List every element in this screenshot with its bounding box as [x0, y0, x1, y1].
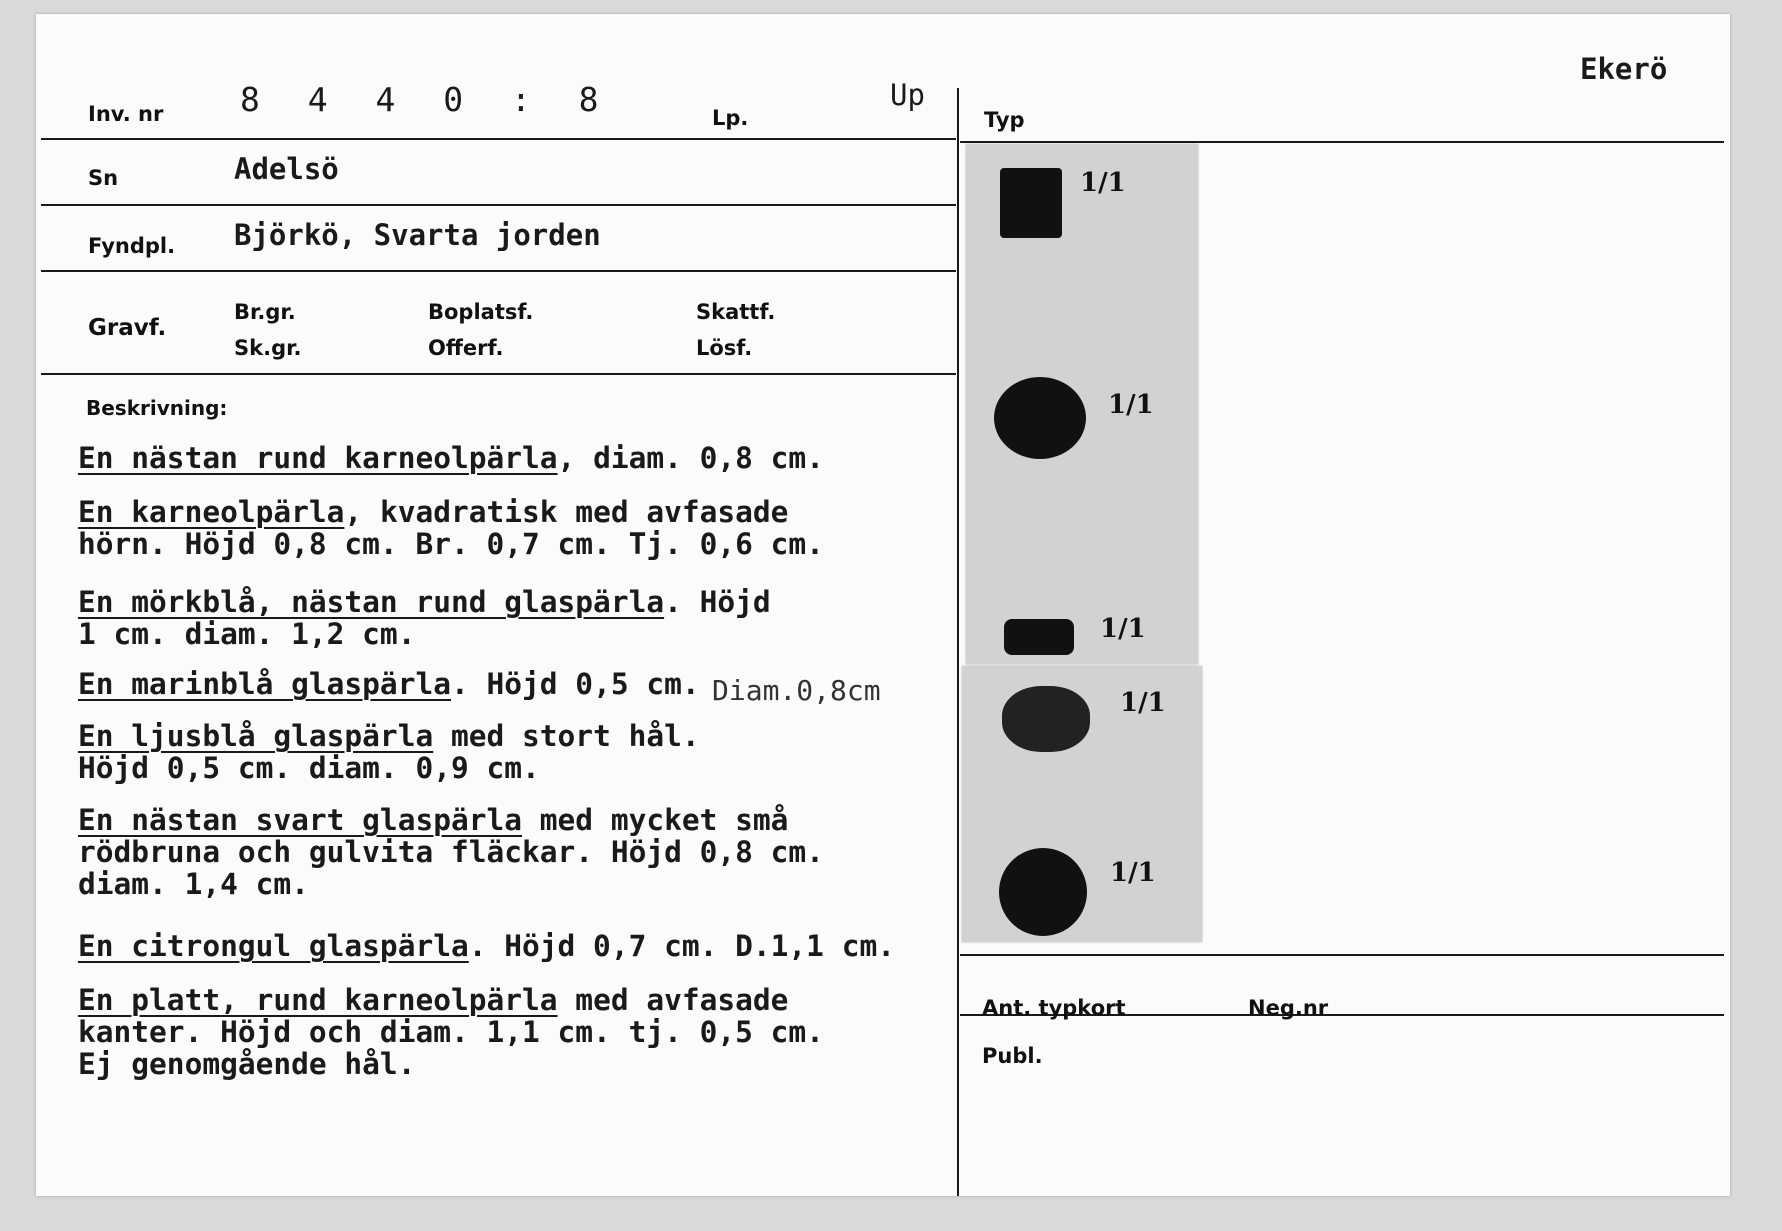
boplatsf-label: Boplatsf.	[428, 300, 534, 324]
entry-text: kanter. Höjd och diam. 1,1 cm. tj. 0,5 cm.	[78, 1015, 824, 1049]
lp-label: Lp.	[712, 106, 749, 130]
description-entry	[78, 804, 824, 900]
square-bead-image	[1000, 168, 1062, 238]
scale-label: 1/1	[1100, 614, 1146, 644]
description-entry	[78, 586, 771, 650]
fyndpl-value: Björkö, Svarta jorden	[234, 218, 601, 252]
description-entry	[78, 668, 700, 700]
typ-label: Typ	[984, 108, 1025, 132]
offerf-label: Offerf.	[428, 336, 504, 360]
handwritten-note: Diam.0,8cm	[712, 674, 881, 707]
scale-label: 1/1	[1110, 858, 1156, 888]
entry-title: En platt, rund karneolpärla	[78, 983, 558, 1017]
entry-title: En mörkblå, nästan rund glaspärla	[78, 585, 665, 619]
entry-text: Ej genomgående hål.	[78, 1047, 416, 1081]
province: Up	[890, 78, 925, 112]
entry-text: . Höjd 0,5 cm.	[450, 667, 700, 701]
brgr-label: Br.gr.	[234, 300, 296, 324]
description-entry	[78, 442, 824, 474]
entry-title: En ljusblå glaspärla	[78, 719, 434, 753]
entry-text: med stort hål.	[433, 719, 700, 753]
fyndpl-label: Fyndpl.	[88, 234, 176, 258]
flat-bead-image	[1004, 619, 1074, 655]
ant-typkort-label: Ant. typkort	[982, 996, 1126, 1020]
description-entry	[78, 496, 824, 560]
sn-value: Adelsö	[234, 152, 339, 186]
scale-label: 1/1	[1120, 688, 1166, 718]
bead-photo-strip-upper	[966, 144, 1198, 664]
entry-text: Höjd 0,5 cm. diam. 0,9 cm.	[78, 751, 540, 785]
skgr-label: Sk.gr.	[234, 336, 302, 360]
entry-text: , diam. 0,8 cm.	[557, 441, 824, 475]
entry-title: En citrongul glaspärla	[78, 929, 469, 963]
divider-line	[960, 141, 1724, 143]
entry-text: . Höjd	[664, 585, 771, 619]
inv-label: Inv. nr	[88, 102, 164, 126]
divider-line	[41, 270, 956, 272]
gravf-label: Gravf.	[88, 315, 167, 341]
description-entry	[78, 984, 824, 1080]
column-divider	[957, 88, 959, 1196]
scale-label: 1/1	[1108, 390, 1154, 420]
inv-number: 8 4 4 0 : 8	[240, 80, 613, 119]
entry-text: hörn. Höjd 0,8 cm. Br. 0,7 cm. Tj. 0,6 cm.	[78, 527, 824, 561]
entry-title: En nästan svart glaspärla	[78, 803, 523, 837]
municipality: Ekerö	[1580, 52, 1668, 86]
bead-photo-strip-lower	[962, 666, 1202, 942]
entry-title: En marinblå glaspärla	[78, 667, 451, 701]
description-entry	[78, 720, 700, 784]
negnr-label: Neg.nr	[1248, 996, 1329, 1020]
description-entry	[78, 930, 895, 962]
entry-text: 1 cm. diam. 1,2 cm.	[78, 617, 416, 651]
entry-text: med mycket små	[522, 803, 789, 837]
entry-title: En karneolpärla	[78, 495, 345, 529]
sn-label: Sn	[88, 166, 119, 190]
skattf-label: Skattf.	[696, 300, 776, 324]
divider-line	[41, 204, 956, 206]
entry-text: rödbruna och gulvita fläckar. Höjd 0,8 cm.	[78, 835, 824, 869]
publ-label: Publ.	[982, 1044, 1043, 1068]
entry-title: En nästan rund karneolpärla	[78, 441, 558, 475]
scale-label: 1/1	[1080, 168, 1126, 198]
entry-text: med avfasade	[557, 983, 789, 1017]
entry-text: . Höjd 0,7 cm. D.1,1 cm.	[468, 929, 895, 963]
entry-text: , kvadratisk med avfasade	[344, 495, 789, 529]
catalog-card	[36, 14, 1730, 1196]
losf-label: Lösf.	[696, 336, 753, 360]
round-bead-image	[999, 848, 1087, 936]
dark-bead-image	[1002, 686, 1090, 752]
entry-text: diam. 1,4 cm.	[78, 867, 309, 901]
round-bead-image	[994, 377, 1086, 459]
divider-line	[41, 138, 956, 140]
divider-line	[41, 373, 956, 375]
divider-line	[960, 954, 1724, 956]
beskrivning-label: Beskrivning:	[86, 396, 228, 420]
